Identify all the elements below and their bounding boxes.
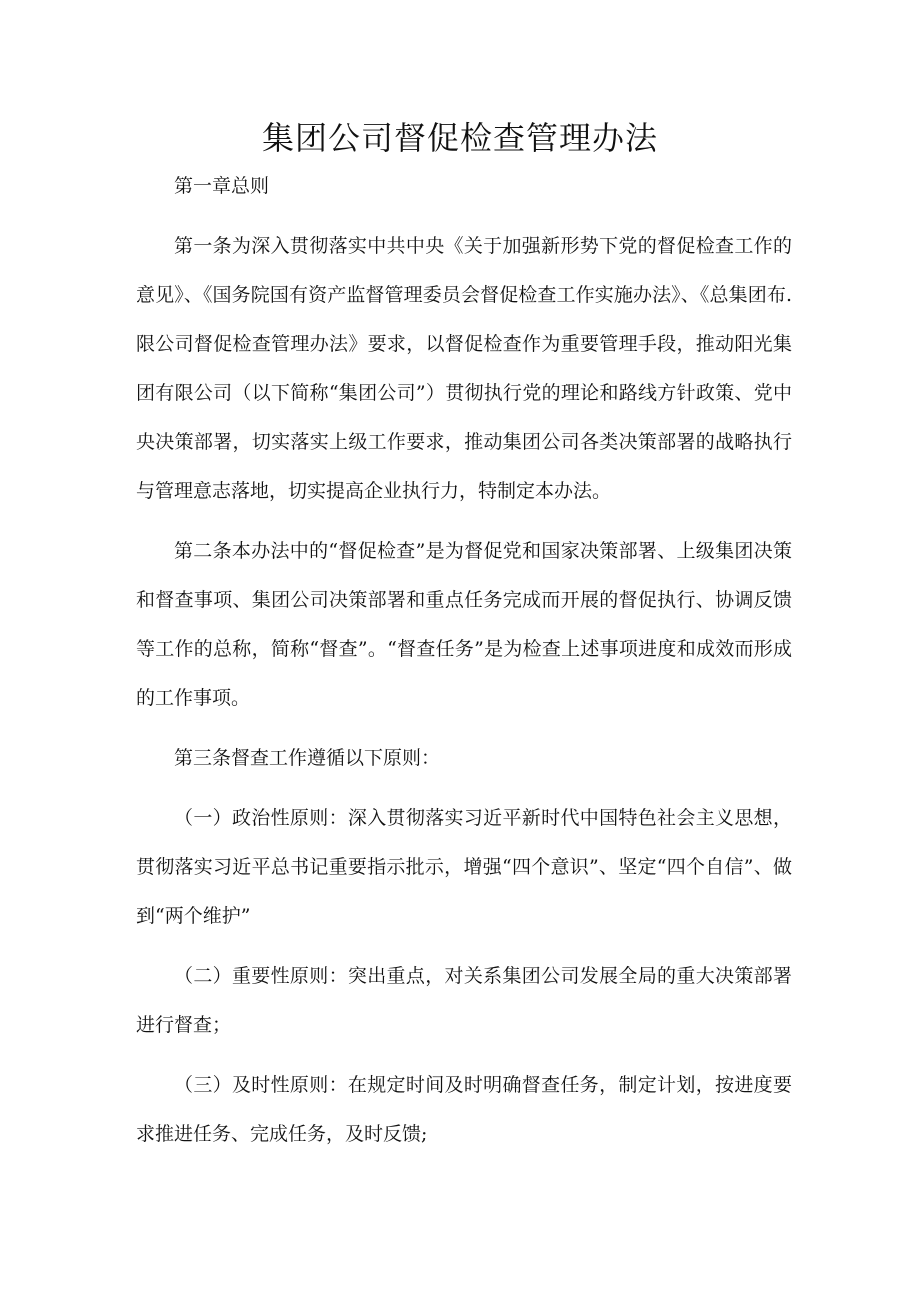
- chapter-heading: 第一章总则: [174, 175, 270, 197]
- document-title: 集团公司督促检查管理办法: [261, 119, 658, 157]
- document-body: [136, 162, 792, 1170]
- principle-1: （一）政治性原则：深入贯彻落实习近平新时代中国特色社会主义思想，贯彻落实习近平总书记重要指示批示，增强“四个意识”、坚定“四个自信”、做到“两个维护”: [136, 807, 792, 927]
- principle-2: （二）重要性原则：突出重点，对关系集团公司发展全局的重大决策部署进行督查；: [136, 965, 792, 1036]
- article-1: 第一条为深入贯彻落实中共中央《关于加强新形势下党的督促检查工作的意见》、《国务院国有资产监督管理委员会督促检查工作实施办法》、《总集团布.限公司督促检查管理办法》要求，以督促检查作为重要管理手段，推动阳光集团有限公司（以下简称“集团公司”）贯彻执行党的理论和路线方针政策、党中央决策部署，切实落实上级工作要求，推动集团公司各类决策部署的战略执行与管理意志落地，切实提高企业执行力，特制定本办法。: [136, 235, 792, 502]
- principle-3: （三）及时性原则：在规定时间及时明确督查任务，制定计划，按进度要求推进任务、完成任务，及时反馈;: [136, 1074, 792, 1145]
- article-3: 第三条督查工作遵循以下原则：: [174, 747, 441, 769]
- article-2: 第二条本办法中的“督促检查”是为督促党和国家决策部署、上级集团决策和督查事项、集团公司决策部署和重点任务完成而开展的督促执行、协调反馈等工作的总称，简称“督查”。“督查任务”是为检查上述事项进度和成效而形成的工作事项。: [136, 540, 792, 709]
